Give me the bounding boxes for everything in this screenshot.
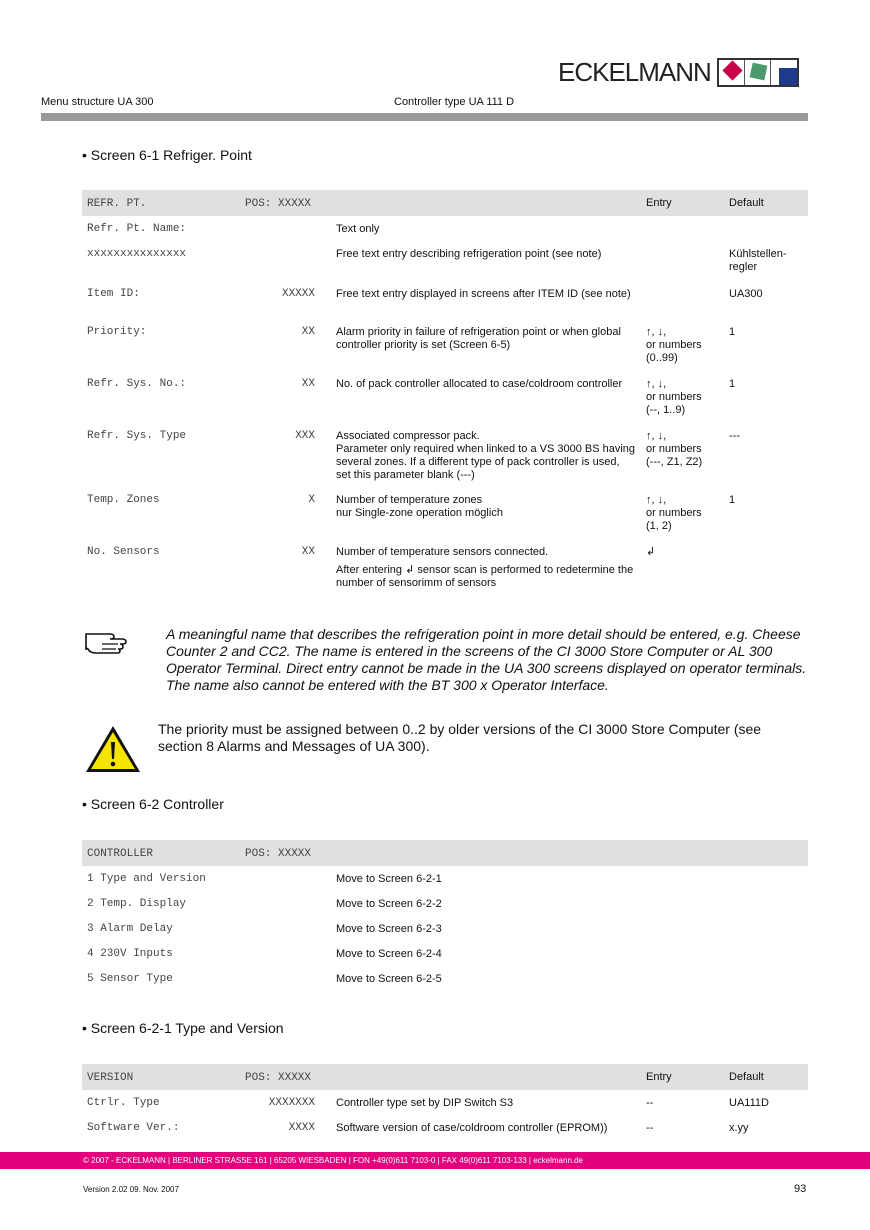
parameter-value: XXXX: [288, 1122, 315, 1134]
default-value: 1: [729, 378, 736, 390]
description: No. of pack controller allocated to case/coldroom controller: [336, 378, 623, 390]
parameter-value: XX: [301, 378, 315, 390]
header-center: Controller type UA 111 D: [394, 96, 515, 108]
description: Controller type set by DIP Switch S3: [336, 1097, 514, 1109]
default-value: 1: [729, 326, 736, 338]
entry-keys: ↑, ↓, or numbers (--, 1..9): [646, 378, 702, 416]
description: Text only: [336, 223, 380, 235]
description: Software version of case/coldroom controller (EPROM)): [336, 1122, 608, 1134]
header-code: CONTROLLER: [87, 848, 154, 860]
parameter-value: XX: [301, 326, 315, 338]
table-row: [82, 1115, 808, 1140]
entry-keys: --: [646, 1097, 654, 1109]
header-default: Default: [729, 197, 764, 209]
table-row: [82, 487, 808, 539]
header-bar: [41, 113, 808, 121]
parameter-value: XX: [301, 546, 315, 558]
parameter-code: No. Sensors: [87, 546, 160, 558]
version-table: [82, 1064, 808, 1140]
parameter-value: XXX: [295, 430, 315, 442]
header-entry: Entry: [646, 197, 672, 209]
table-row: [82, 281, 808, 319]
entry-keys: ↲: [646, 546, 656, 558]
table-row: [82, 539, 808, 591]
parameter-code: 5 Sensor Type: [87, 973, 173, 985]
default-value: UA111D: [729, 1097, 769, 1109]
parameter-code: 3 Alarm Delay: [87, 923, 173, 935]
description: Alarm priority in failure of refrigeration point or when global controller priority is set (Screen 6-5): [336, 326, 621, 351]
section-title: • Screen 6-2 Controller: [82, 796, 224, 812]
parameter-code: Ctrlr. Type: [87, 1097, 160, 1109]
parameter-code: Software Ver.:: [87, 1122, 180, 1134]
pointing-hand-icon: [84, 628, 130, 659]
header-pos: POS: XXXXX: [245, 848, 312, 860]
description: Move to Screen 6-2-1: [336, 873, 442, 885]
table-row: [82, 916, 808, 941]
footer-address: © 2007 - ECKELMANN | BERLINER STRASSE 161 | 65205 WIESBADEN | FON +49(0)611 7103-0 | FAX 49(0)611 7103-133 | eckelmann.de: [83, 1156, 584, 1165]
description: Move to Screen 6-2-2: [336, 898, 442, 910]
description: Move to Screen 6-2-5: [336, 973, 442, 985]
page-number: 93: [794, 1183, 807, 1195]
table-row: [82, 423, 808, 487]
note-text: A meaningful name that describes the refrigeration point in more detail should be entered, e.g. Cheese Counter 2 and CC2. The name is entered in the screens of the CI 3000 Store Computer or AL 300 Operator Terminal. Direct entry cannot be made in the UA 300 screens displayed on operator terminals. The name also cannot be entered with the BT 300 x Operator Interface.: [166, 626, 807, 693]
description: Free text entry displayed in screens after ITEM ID (see note): [336, 288, 631, 300]
default-value: Kühlstellen- regler: [729, 248, 787, 273]
refr-point-table: [82, 190, 808, 591]
entry-keys: ↑, ↓, or numbers (1, 2): [646, 494, 702, 532]
controller-table: [82, 840, 808, 991]
section-title: • Screen 6-2-1 Type and Version: [82, 1020, 284, 1036]
table-row: [82, 319, 808, 371]
description: Number of temperature zones nur Single-zone operation möglich: [336, 494, 503, 519]
description: Associated compressor pack. Parameter only required when linked to a VS 3000 BS having several zones. If a different type of pack controller is used, set this parameter blank (---): [336, 430, 636, 481]
logo-squares-icon: [717, 58, 799, 87]
parameter-code: xxxxxxxxxxxxxxx: [87, 248, 187, 260]
table-row: [82, 216, 808, 241]
table-header: [82, 190, 808, 216]
header-left: Menu structure UA 300: [41, 96, 154, 108]
logo-text: ECKELMANN: [558, 57, 711, 87]
footer-bar: [0, 1152, 870, 1169]
entry-keys: --: [646, 1122, 654, 1134]
header-code: REFR. PT.: [87, 198, 147, 210]
version-text: Version 2.02 09. Nov. 2007: [83, 1185, 179, 1194]
section-title-text: Screen 6-2 Controller: [90, 796, 224, 812]
description: Move to Screen 6-2-4: [336, 948, 442, 960]
description-extra: After entering ↲ sensor scan is performed to redetermine the number of sensorimm of sensors: [336, 564, 634, 589]
warning-text: The priority must be assigned between 0..2 by older versions of the CI 3000 Store Computer (see section 8 Alarms and Messages of UA 300).: [158, 721, 762, 754]
section-title: • Screen 6-1 Refriger. Point: [82, 147, 252, 163]
default-value: x.yy: [729, 1122, 749, 1134]
table-row: [82, 1090, 808, 1115]
parameter-code: 2 Temp. Display: [87, 898, 187, 910]
table-row: [82, 891, 808, 916]
table-header: [82, 1064, 808, 1090]
header-default: Default: [729, 1071, 764, 1083]
parameter-code: Priority:: [87, 326, 147, 338]
header-pos: POS: XXXXX: [245, 1072, 312, 1084]
default-value: 1: [729, 494, 736, 506]
section-title-text: Screen 6-2-1 Type and Version: [90, 1020, 284, 1036]
default-value: ---: [729, 430, 740, 442]
header-entry: Entry: [646, 1071, 672, 1083]
table-row: [82, 941, 808, 966]
description: Free text entry describing refrigeration point (see note): [336, 248, 602, 260]
table-header: [82, 840, 808, 866]
eckelmann-logo: [558, 57, 799, 88]
header-pos: POS: XXXXX: [245, 198, 312, 210]
header-code: VERSION: [87, 1072, 134, 1084]
parameter-value: XXXXX: [281, 288, 315, 300]
warning-icon: [84, 724, 142, 779]
parameter-code: Refr. Sys. Type: [87, 430, 187, 442]
parameter-code: Item ID:: [87, 288, 140, 300]
parameter-code: 1 Type and Version: [87, 873, 206, 885]
description: Move to Screen 6-2-3: [336, 923, 442, 935]
table-row: [82, 966, 808, 991]
entry-keys: ↑, ↓, or numbers (0..99): [646, 326, 702, 364]
section-title-text: Screen 6-1 Refriger. Point: [90, 147, 252, 163]
entry-keys: ↑, ↓, or numbers (---, Z1, Z2): [646, 430, 703, 468]
description: Number of temperature sensors connected.: [336, 546, 549, 558]
parameter-code: 4 230V Inputs: [87, 948, 173, 960]
table-row: [82, 371, 808, 423]
parameter-code: Refr. Pt. Name:: [87, 223, 187, 235]
parameter-value: XXXXXXX: [268, 1097, 315, 1109]
parameter-value: X: [308, 494, 315, 506]
default-value: UA300: [729, 288, 763, 300]
parameter-code: Refr. Sys. No.:: [87, 378, 187, 390]
table-row: [82, 866, 808, 891]
parameter-code: Temp. Zones: [87, 494, 160, 506]
table-row: [82, 241, 808, 281]
